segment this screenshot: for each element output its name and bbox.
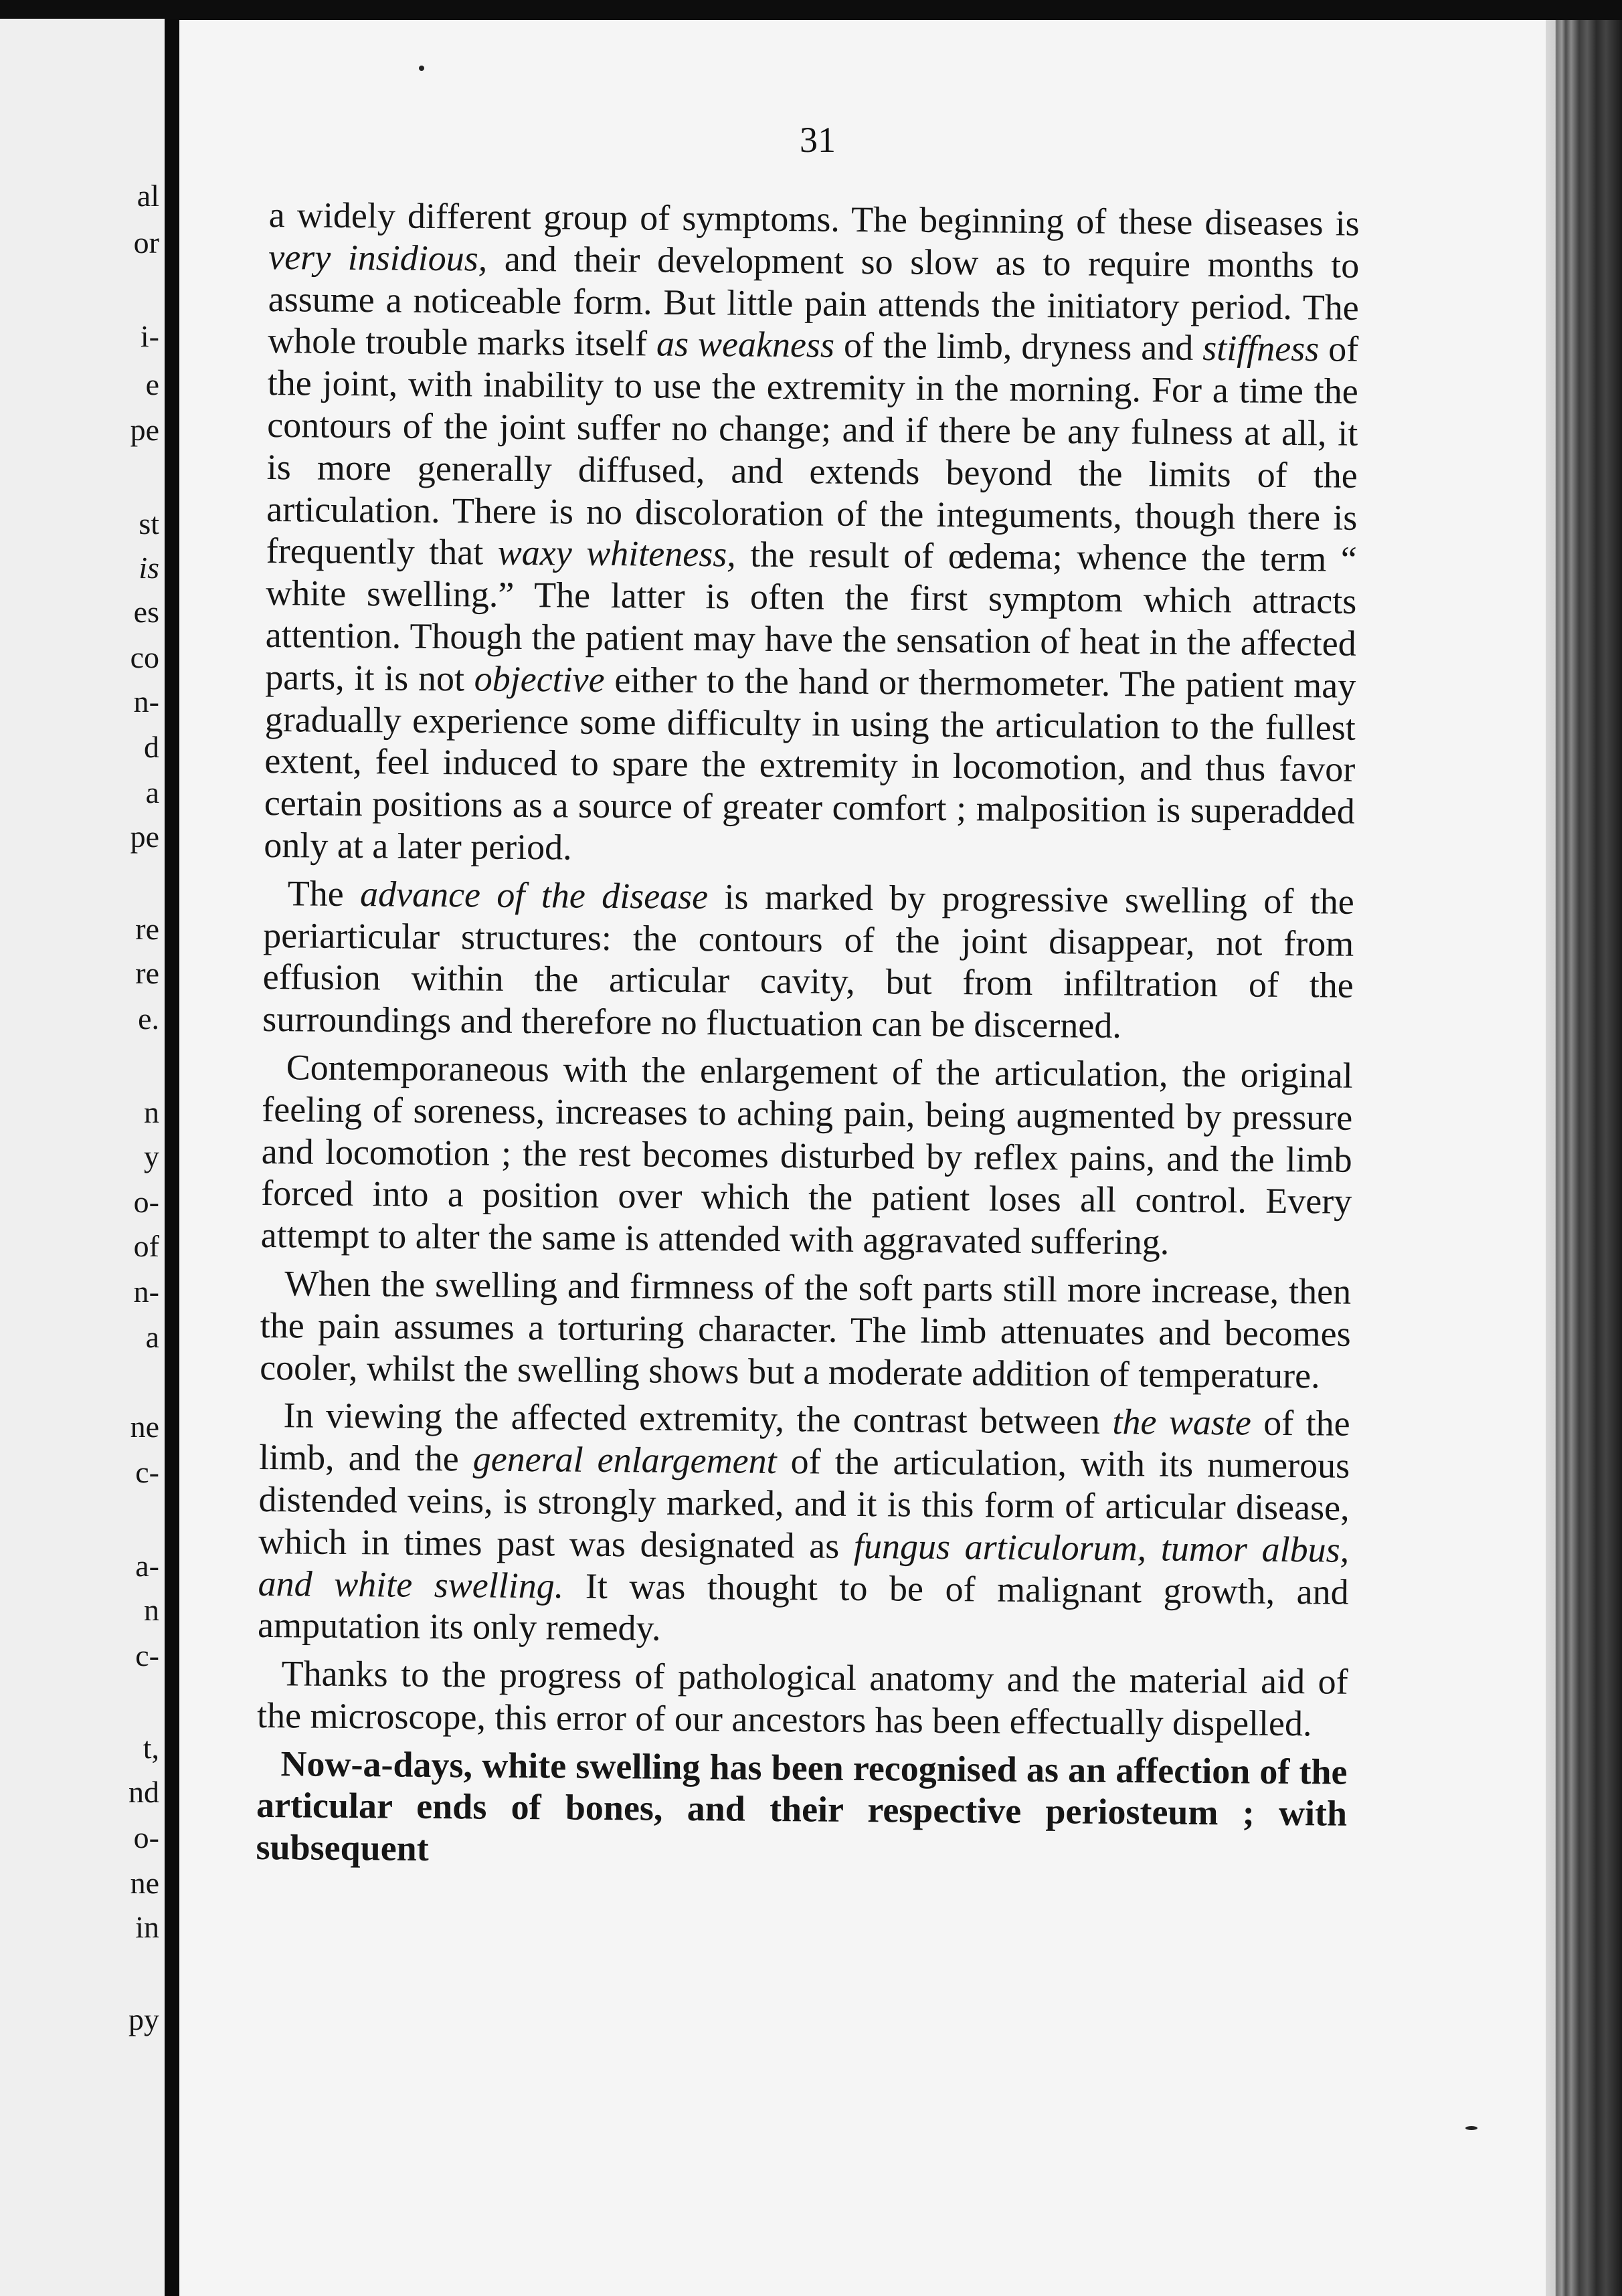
left-page-text-fragment: st — [139, 506, 159, 541]
italic-text-run: advance of the disease — [359, 873, 709, 917]
left-page-text-fragment: re — [135, 912, 159, 946]
left-page-text-fragment: a — [145, 1320, 159, 1354]
text-run: When the swelling and firmness of the soft parts still more increase, then the pain assumes a torturing character. The limb attenuates and becomes cooler, whilst the swelling shows but a moderate addition of temperature. — [259, 1263, 1352, 1396]
text-run: is marked by progressive swelling of the periarticular structures: the contours of the joint disappear, not from effusion within the articular cavity, but from infiltration of the surroundings and therefore no fluctuation can be discerned. — [262, 876, 1354, 1046]
left-page-text-fragment: pe — [130, 413, 159, 447]
scan-top-border — [0, 0, 1622, 20]
body-paragraph — [261, 1046, 1353, 1265]
text-run: the result of œdema; whence the term “ white swelling.” The latter is often the first symptom which attracts attention. Though the patient may have the sensation of heat in the affected parts, it is not — [265, 534, 1357, 699]
text-run: of the articulation, with its numerous distended veins, is strongly marked, and it is this form of articular disease, which in times past was designated as — [258, 1441, 1350, 1566]
left-page-text-fragment: ne — [130, 1410, 159, 1444]
dust-speck — [419, 66, 424, 71]
left-page-text-fragment: t, — [143, 1731, 159, 1765]
text-run: either to the hand or thermometer. The patient may gradually experience some difficulty in using the articulation to the fullest extent, feel induced to spare the extremity in locomotion, and thus favor certain positions as a source of greater comfort ; malposition is superadded only at a later period. — [264, 659, 1356, 868]
text-run: a widely different group of symptoms. The beginning of these diseases is — [268, 194, 1360, 244]
italic-text-run: objective — [474, 658, 605, 700]
left-page-text-fragment: re — [135, 956, 159, 990]
left-page-text-fragment: n — [144, 1095, 159, 1129]
left-page-text-fragment: nd — [128, 1775, 159, 1809]
left-page-text-fragment: n- — [133, 684, 159, 719]
italic-text-run: fungus articulorum, tumor albus, and white swelling. — [258, 1525, 1350, 1606]
left-page-text-fragment: ne — [130, 1866, 159, 1900]
left-page-text-fragment: or — [133, 225, 159, 260]
text-run: In viewing the affected extremity, the contrast between — [283, 1395, 1113, 1442]
italic-text-run: general enlargement — [472, 1438, 777, 1482]
body-paragraph — [262, 872, 1354, 1049]
text-run: Contemporaneous with the enlargement of the articulation, the original feeling of soreness, increases to aching pain, being augmented by pressure and locomotion ; the rest becomes disturbed by reflex pains, and the limb forced into a position over which the patient loses all control. Every attempt to alter the same is attended with aggravated suffering. — [260, 1047, 1353, 1262]
dust-speck — [1465, 2126, 1477, 2130]
left-page-text-fragment: co — [130, 640, 159, 674]
page-number: 31 — [800, 120, 836, 160]
left-page-text-fragment: y — [144, 1139, 159, 1173]
left-page-text-fragment: in — [135, 1910, 159, 1944]
text-run: Now-a-days, white swelling has been recognised as an affection of the articular ends of bones, and their respective periosteum ; with subsequent — [256, 1743, 1348, 1869]
body-paragraph — [257, 1652, 1348, 1745]
body-paragraph — [256, 1743, 1347, 1877]
book-gutter — [165, 19, 179, 2296]
body-paragraph — [260, 1262, 1351, 1397]
text-run: of the limb, dryness and — [834, 325, 1203, 369]
text-run: It was thought to be of malignant growth, and amputation its only remedy. — [257, 1565, 1349, 1648]
left-page-text-fragment: al — [137, 179, 159, 213]
left-page-text-fragment: of — [133, 1229, 159, 1263]
text-run: Thanks to the progress of pathological anatomy and the material aid of the microscope, this error of our ancestors has been effectually dispelled. — [256, 1653, 1348, 1744]
italic-text-run: stiffness — [1202, 328, 1320, 369]
left-page-text-fragment: is — [139, 551, 159, 585]
italic-text-run: very insidious, — [268, 236, 488, 279]
body-paragraph — [258, 1394, 1350, 1655]
left-page-text-fragment: o- — [133, 1820, 159, 1854]
text-run: of the limb, and the — [258, 1402, 1350, 1479]
left-page-text-fragment: n — [144, 1593, 159, 1627]
italic-text-run: as weakness — [656, 323, 835, 366]
left-page-text-fragment: py — [128, 2002, 159, 2036]
left-page-text-fragment: e. — [138, 1001, 159, 1036]
left-page-text-fragment: pe — [130, 820, 159, 854]
left-page-text-fragment: a — [145, 775, 159, 809]
left-page-text-fragment: es — [133, 595, 159, 629]
italic-text-run: waxy whiteness, — [497, 533, 736, 575]
text-run: of the joint, with inability to use the extremity in the morning. For a time the contours of the joint suffer no change; and if there be any fulness at all, it is more generally diffused, and extends beyond the limits of the articulation. There is no discoloration of the integuments, though there is frequently that — [266, 328, 1359, 573]
left-facing-page — [0, 19, 165, 2296]
body-text — [256, 194, 1360, 1883]
body-paragraph — [264, 194, 1360, 875]
text-run: and their development so slow as to require months to assume a noticeable form. But little pain attends the initiatory period. The whole trouble marks itself — [268, 238, 1360, 364]
left-page-text-fragment: n- — [133, 1274, 159, 1309]
italic-text-run: the waste — [1112, 1402, 1252, 1443]
left-page-text-fragment: d — [144, 730, 159, 764]
text-run: The — [287, 873, 361, 914]
left-page-text-fragment: i- — [140, 319, 159, 353]
left-page-text-fragment: a- — [135, 1549, 159, 1583]
left-page-text-fragment: c- — [135, 1638, 159, 1672]
left-page-text-fragment: c- — [135, 1455, 159, 1489]
page-edge-strips — [1546, 20, 1622, 2296]
left-page-text-fragment: e — [145, 367, 159, 401]
left-page-text-fragment: o- — [133, 1185, 159, 1219]
